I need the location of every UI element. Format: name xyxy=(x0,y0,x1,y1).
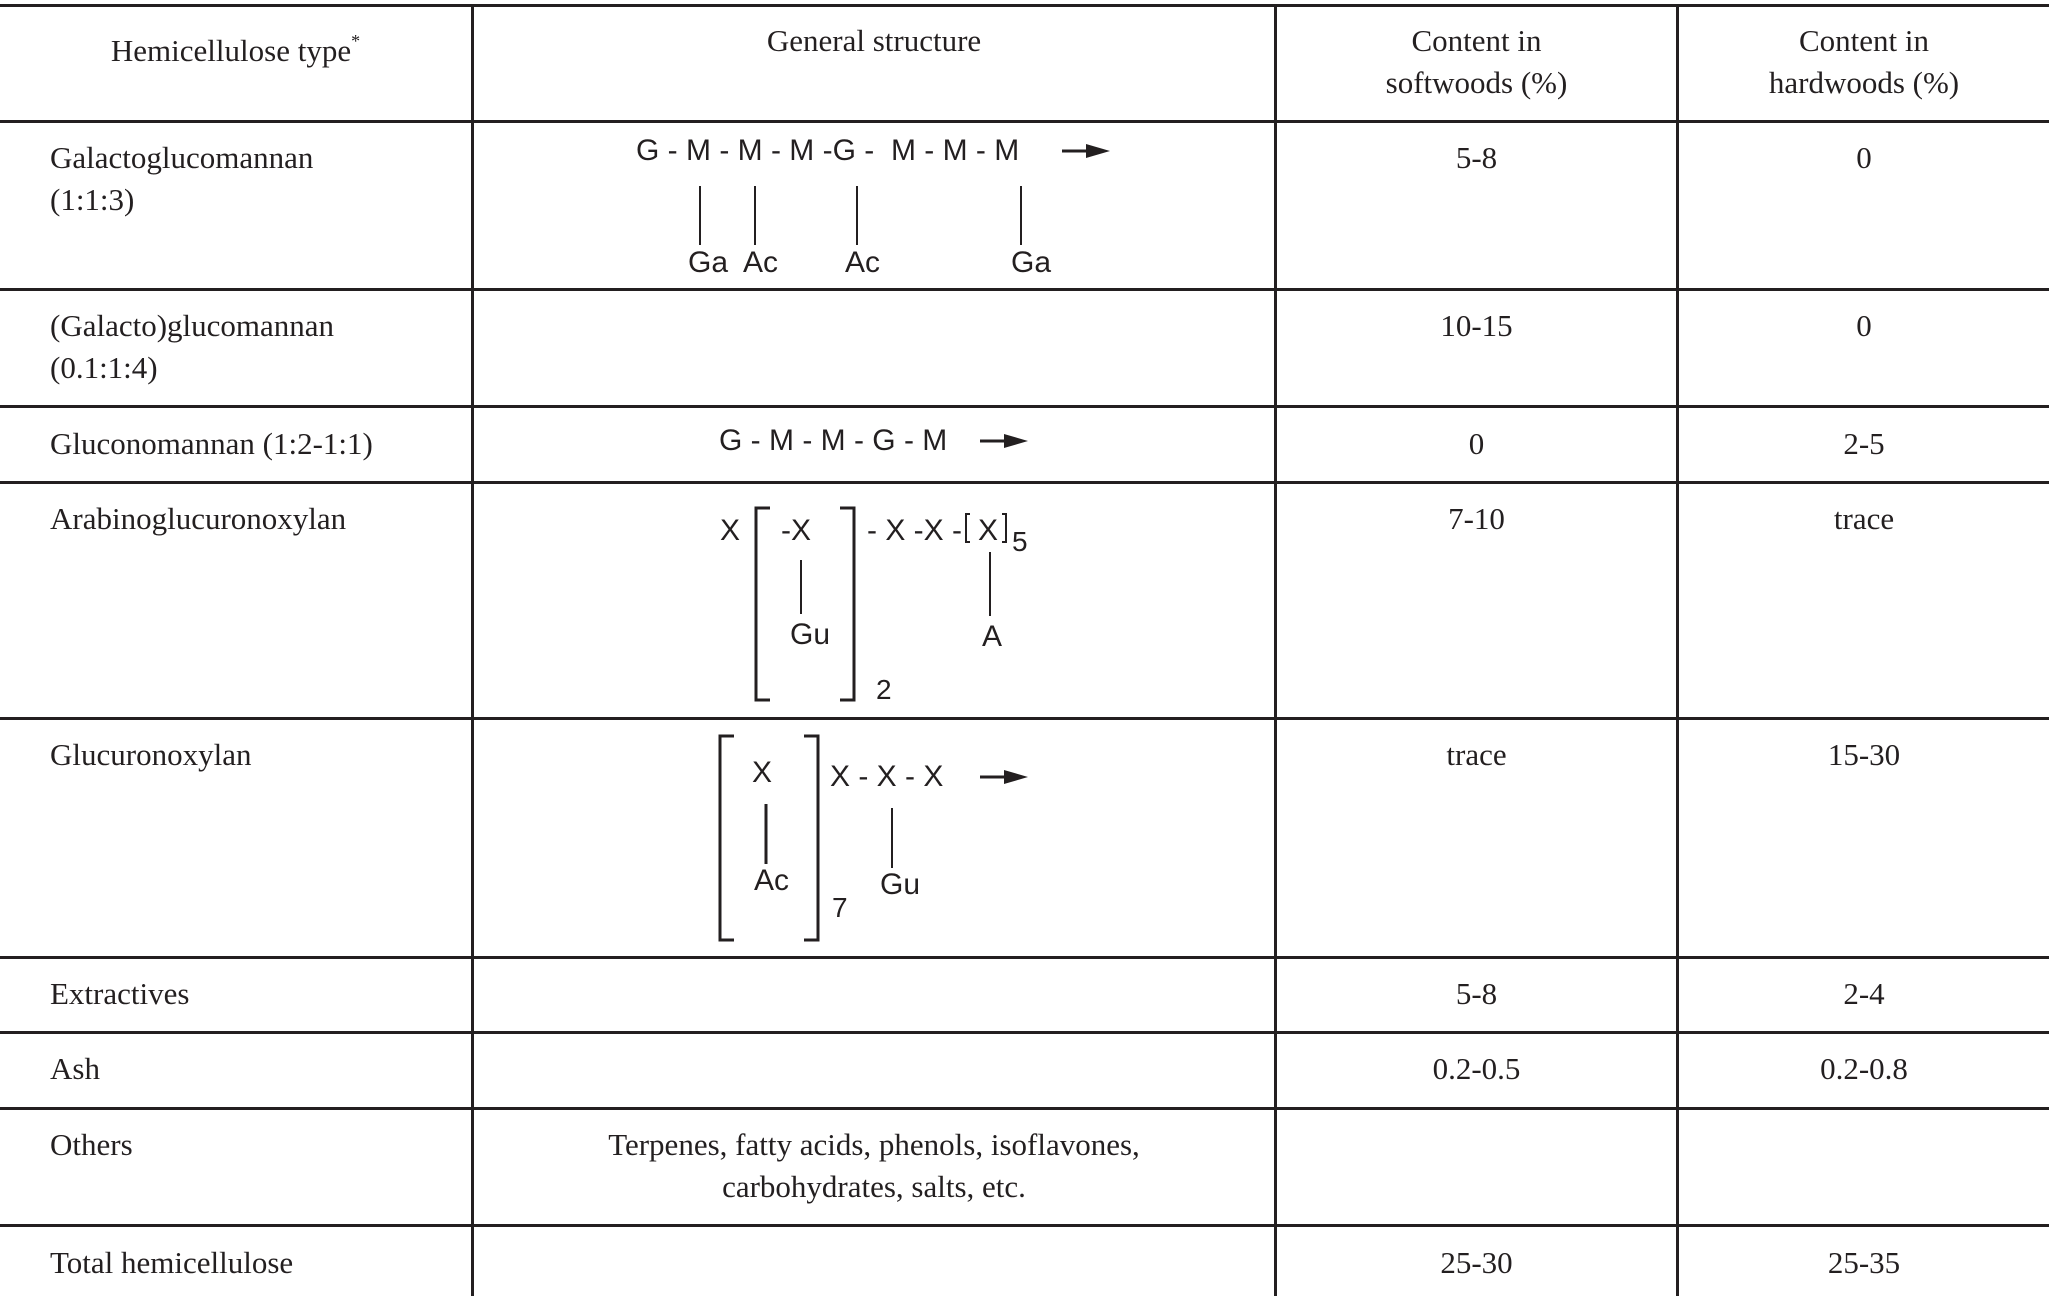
row-glucuronoxylan-softwoods: trace xyxy=(1446,737,1507,772)
row-gluconomannan-type xyxy=(50,423,373,465)
row-extractives-softwoods: 5-8 xyxy=(1455,976,1498,1011)
header-general-structure xyxy=(474,20,1274,62)
rule-row-7 xyxy=(0,1107,2049,1110)
row-ash-softwoods: 0.2-0.5 xyxy=(1432,1051,1521,1086)
type-ratio: (1:1:3) xyxy=(50,182,135,217)
header-structure-label: General structure xyxy=(766,23,982,58)
others-description-line1: Terpenes, fatty acids, phenols, isoflavones, xyxy=(608,1127,1140,1162)
row-others-type xyxy=(50,1124,133,1166)
bracket-subscript: 2 xyxy=(876,674,892,705)
structure-arabinoglucuronoxylan xyxy=(474,484,1274,717)
boxed-branch: A xyxy=(982,620,1003,653)
row-ash-type xyxy=(50,1048,100,1090)
type-name: Extractives xyxy=(50,976,190,1011)
type-name: Ash xyxy=(50,1051,100,1086)
chain-branch: Gu xyxy=(880,868,921,901)
row-arabinoglucuronoxylan-hardwoods: trace xyxy=(1833,501,1895,536)
structure-glucuronoxylan xyxy=(474,720,1274,956)
branch-ac-2: Ac xyxy=(845,246,881,279)
header-hemicellulose-type xyxy=(0,20,471,72)
row-galactoglucomannan-softwoods: 5-8 xyxy=(1455,140,1498,175)
bracket-unit: -X xyxy=(781,514,811,547)
row-gluconomannan-softwoods: 0 xyxy=(1468,426,1485,461)
backbone: G - M - M - G - M xyxy=(719,424,948,457)
row-total-hemicellulose-softwoods: 25-30 xyxy=(1440,1245,1513,1280)
bracket-and-bond-lines xyxy=(474,484,1274,717)
bracket-and-bond-lines xyxy=(474,720,1274,956)
bracket-branch: Gu xyxy=(790,618,831,651)
arrow-icon xyxy=(474,408,1274,481)
row-total-hemicellulose-type xyxy=(50,1242,293,1284)
header-hardwoods xyxy=(1679,20,2049,104)
row-glucuronoxylan-type xyxy=(50,734,251,776)
row-galacto-glucomannan-hardwoods: 0 xyxy=(1856,308,1872,343)
row-extractives-hardwoods: 2-4 xyxy=(1843,976,1885,1011)
boxed-unit: X xyxy=(978,514,999,547)
header-type-label: Hemicellulose type xyxy=(110,33,352,68)
rule-header-bottom xyxy=(0,120,2049,123)
bracket-subscript: 7 xyxy=(832,892,848,923)
type-name: Others xyxy=(50,1127,133,1162)
chain: X - X - X xyxy=(830,760,944,793)
row-total-hemicellulose-hardwoods: 25-35 xyxy=(1827,1245,1901,1280)
type-name: Gluconomannan (1:2-1:1) xyxy=(50,426,373,461)
type-ratio: (0.1:1:4) xyxy=(50,350,158,385)
header-hardwoods-line1: Content in xyxy=(1798,23,1930,58)
structure-galactoglucomannan xyxy=(474,124,1274,288)
row-extractives-type xyxy=(50,973,189,1015)
rule-top xyxy=(0,4,2049,7)
others-description-line2: carbohydrates, salts, etc. xyxy=(722,1169,1026,1204)
type-name: Arabinoglucuronoxylan xyxy=(50,501,347,536)
header-softwoods-line2: softwoods (%) xyxy=(1385,65,1568,100)
rule-row-1 xyxy=(0,288,2049,291)
type-name: (Galacto)glucomannan xyxy=(50,308,335,343)
structure-gluconomannan xyxy=(474,408,1274,481)
type-name: Galactoglucomannan xyxy=(50,140,314,175)
row-galactoglucomannan-type xyxy=(50,137,313,221)
header-softwoods-line1: Content in xyxy=(1411,23,1542,58)
row-galacto-glucomannan-type xyxy=(50,305,334,389)
rule-row-6 xyxy=(0,1031,2049,1034)
row-gluconomannan-hardwoods: 2-5 xyxy=(1843,426,1885,461)
branch-ga-1: Ga xyxy=(688,246,729,279)
branch-ga-2: Ga xyxy=(1011,246,1052,279)
header-softwoods xyxy=(1277,20,1676,104)
lead-unit: X xyxy=(720,514,741,547)
header-hardwoods-line2: hardwoods (%) xyxy=(1768,65,1960,100)
col-divider-3 xyxy=(1676,4,1679,1296)
footnote-mark: * xyxy=(351,31,361,51)
row-galactoglucomannan-hardwoods: 0 xyxy=(1856,140,1872,175)
row-others-structure xyxy=(474,1124,1274,1208)
rule-row-5 xyxy=(0,956,2049,959)
row-glucuronoxylan-hardwoods: 15-30 xyxy=(1827,737,1901,772)
chain: - X -X - xyxy=(867,514,962,547)
bracket-branch: Ac xyxy=(754,864,790,897)
row-ash-hardwoods: 0.2-0.8 xyxy=(1820,1051,1908,1086)
row-arabinoglucuronoxylan-type xyxy=(50,498,346,540)
row-arabinoglucuronoxylan-softwoods: 7-10 xyxy=(1448,501,1505,536)
col-divider-2 xyxy=(1274,4,1277,1296)
bracket-unit: X xyxy=(752,756,773,789)
row-galacto-glucomannan-softwoods: 10-15 xyxy=(1440,308,1513,343)
boxed-subscript: 5 xyxy=(1012,526,1028,557)
backbone: G - M - M - M -G - M - M - M xyxy=(636,134,1020,167)
type-name: Total hemicellulose xyxy=(50,1245,294,1280)
type-name: Glucuronoxylan xyxy=(50,737,252,772)
branch-ac-1: Ac xyxy=(743,246,779,279)
rule-row-8 xyxy=(0,1224,2049,1227)
